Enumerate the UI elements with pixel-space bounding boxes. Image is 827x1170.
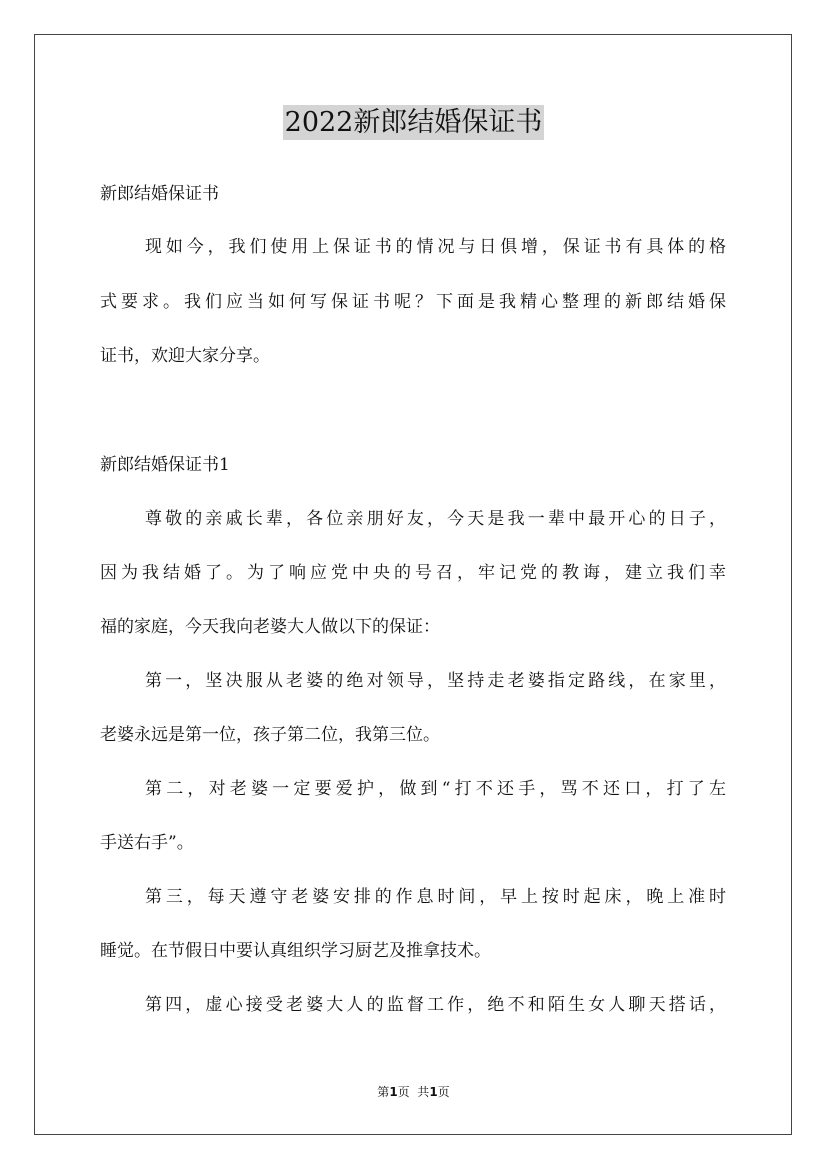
body-line: 尊敬的亲戚长辈，各位亲朋好友，今天是我一辈中最开心的日子， bbox=[145, 509, 726, 529]
body-line: 福的家庭，今天我向老婆大人做以下的保证： bbox=[100, 617, 440, 637]
body-line: 手送右手”。 bbox=[100, 833, 194, 853]
document-title bbox=[0, 100, 827, 146]
body-line: 第三，每天遵守老婆安排的作息时间，早上按时起床，晚上准时 bbox=[145, 887, 726, 907]
footer-prefix: 第 bbox=[377, 1085, 390, 1099]
body-line: 睡觉。在节假日中要认真组织学习厨艺及推拿技术。 bbox=[100, 941, 491, 961]
intro-line: 现如今，我们使用上保证书的情况与日俱增，保证书有具体的格 bbox=[145, 237, 726, 257]
body-line: 第二，对老婆一定要爱护，做到“打不还手，骂不还口，打了左 bbox=[145, 779, 726, 799]
footer-suffix: 页 bbox=[437, 1085, 450, 1099]
body-line: 老婆永远是第一位，孩子第二位，我第三位。 bbox=[100, 725, 440, 745]
intro-line: 式要求。我们应当如何写保证书呢？下面是我精心整理的新郎结婚保 bbox=[100, 292, 726, 312]
footer-total-pages: 1 bbox=[429, 1085, 438, 1099]
document-subtitle: 新郎结婚保证书 bbox=[100, 184, 219, 204]
document-title-text: 2022新郎结婚保证书 bbox=[284, 107, 543, 138]
body-line: 第一，坚决服从老婆的绝对领导，坚持走老婆指定路线，在家里， bbox=[145, 671, 726, 691]
footer-middle: 页 共 bbox=[397, 1085, 430, 1099]
footer-page-number: 1 bbox=[389, 1085, 398, 1099]
body-line: 因为我结婚了。为了响应党中央的号召，牢记党的教诲，建立我们幸 bbox=[100, 563, 726, 583]
page-footer bbox=[0, 1083, 827, 1101]
section-heading: 新郎结婚保证书1 bbox=[100, 455, 230, 475]
body-line: 第四，虚心接受老婆大人的监督工作，绝不和陌生女人聊天搭话， bbox=[145, 995, 726, 1015]
intro-line: 证书，欢迎大家分享。 bbox=[100, 346, 270, 366]
